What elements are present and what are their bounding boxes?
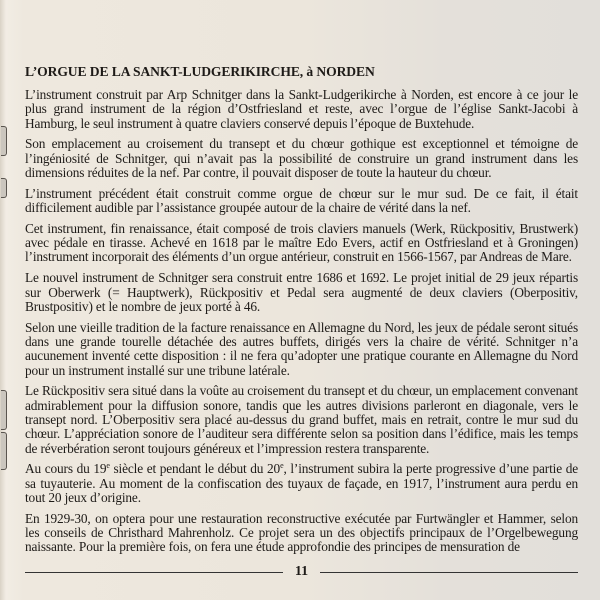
article-title: L’ORGUE DE LA SANKT-LUDGERIKIRCHE, à NORDEN: [25, 64, 375, 79]
superscript: e: [106, 461, 110, 471]
superscript: e: [280, 461, 284, 471]
article: [25, 64, 578, 561]
paragraph: Son emplacement au croisement du transept et du chœur gothique est exceptionnel et témoigne de l’ingéniosité de Schnitger, qui n’avait pas la possibilité de construire un grand instrument dans les dimensions réduites de la nef. Par contre, il pouvait disposer de toute la hauteur du chœur.: [25, 136, 578, 180]
staple-icon: [1, 126, 7, 156]
paragraph: Le Rückpositiv sera situé dans la voûte au croisement du transept et du chœur, un emplacement convenant admirablement pour la diffusion sonore, tandis que les autres divisions parleront en diagonale, vers le transept nord. L’Oberpositiv sera placé au-dessus du grand buffet, mais en retrait, contre le mur sud du chœur. L’appréciation sonore de l’auditeur sera différente selon sa position dans l’édifice, mais les temps de réverbération seront toujours généreux et l’impression restera transparente.: [25, 383, 578, 456]
staple-icon: [1, 432, 7, 470]
footer-rule-left: [25, 572, 283, 573]
paragraph: Selon une vieille tradition de la facture renaissance en Allemagne du Nord, les jeux de pédale seront situés dans une grande tourelle détachée des autres buffets, dirigés vers la chaire de vérité. Schnitger n’a aucunement inventé cette disposition : il ne fera qu’adopter une pratique courante en Allemagne du Nord pour un instrument installé sur une tribune latérale.: [25, 319, 578, 378]
text-run: , l’instrument subira la perte progressive d’une partie de sa tuyauterie. Au moment de la confiscation des tuyaux de façade, en 1917, l’instrument aura perdu en tout 20 jeux d’origine.: [25, 461, 578, 505]
paragraph: L’instrument précédent était construit comme orgue de chœur sur le mur sud. De ce fait, il était difficilement audible par l’assistance groupée autour de la chaire de vérité dans la nef.: [25, 185, 578, 216]
binding-shadow: [0, 0, 6, 600]
page-number: 11: [294, 564, 309, 579]
text-run: siècle et pendant le début du 20: [109, 461, 281, 477]
staple-icon: [1, 390, 7, 430]
paragraph: Le nouvel instrument de Schnitger sera construit entre 1686 et 1692. Le projet initial de 29 jeux répartis sur Oberwerk (= Hauptwerk), Rückpositiv et Pedal sera augmenté de deux claviers (Oberpositiv, Brustpositiv) et le nombre de jeux porté à 46.: [25, 270, 578, 314]
footer-rule-right: [320, 572, 578, 573]
paragraph: L’instrument construit par Arp Schnitger dans la Sankt-Ludgerikirche à Norden, est encore à ce jour le plus grand instrument de la région d’Ostfriesland et reste, avec l’orgue de l’église Sankt-Jacobi à Hamburg, le seul instrument à quatre claviers conservé depuis l’époque de Buxtehude.: [25, 87, 578, 131]
text-run: Au cours du 19: [25, 461, 107, 477]
paragraph-19th-century: [25, 462, 578, 505]
paragraph: En 1929-30, on optera pour une restauration reconstructive exécutée par Furtwängler et Hammer, selon les conseils de Christhard Mahrenholz. Ce projet sera un des objectifs principaux de l’Orgelbewegung naissante. Pour la première fois, on fera une étude approfondie des principes de mensuration de: [25, 510, 578, 555]
staple-icon: [1, 178, 7, 198]
paragraph: Cet instrument, fin renaissance, était composé de trois claviers manuels (Werk, Rückpositiv, Brustwerk) avec pédale en tirasse. Achevé en 1618 par le maître Edo Evers, actif en Ostfriesland et à Groningen) l’instrument incorporait des éléments d’un orgue antérieur, construit en 1566-1567, par Andreas de Mare.: [25, 220, 578, 265]
page-footer: [25, 562, 578, 582]
